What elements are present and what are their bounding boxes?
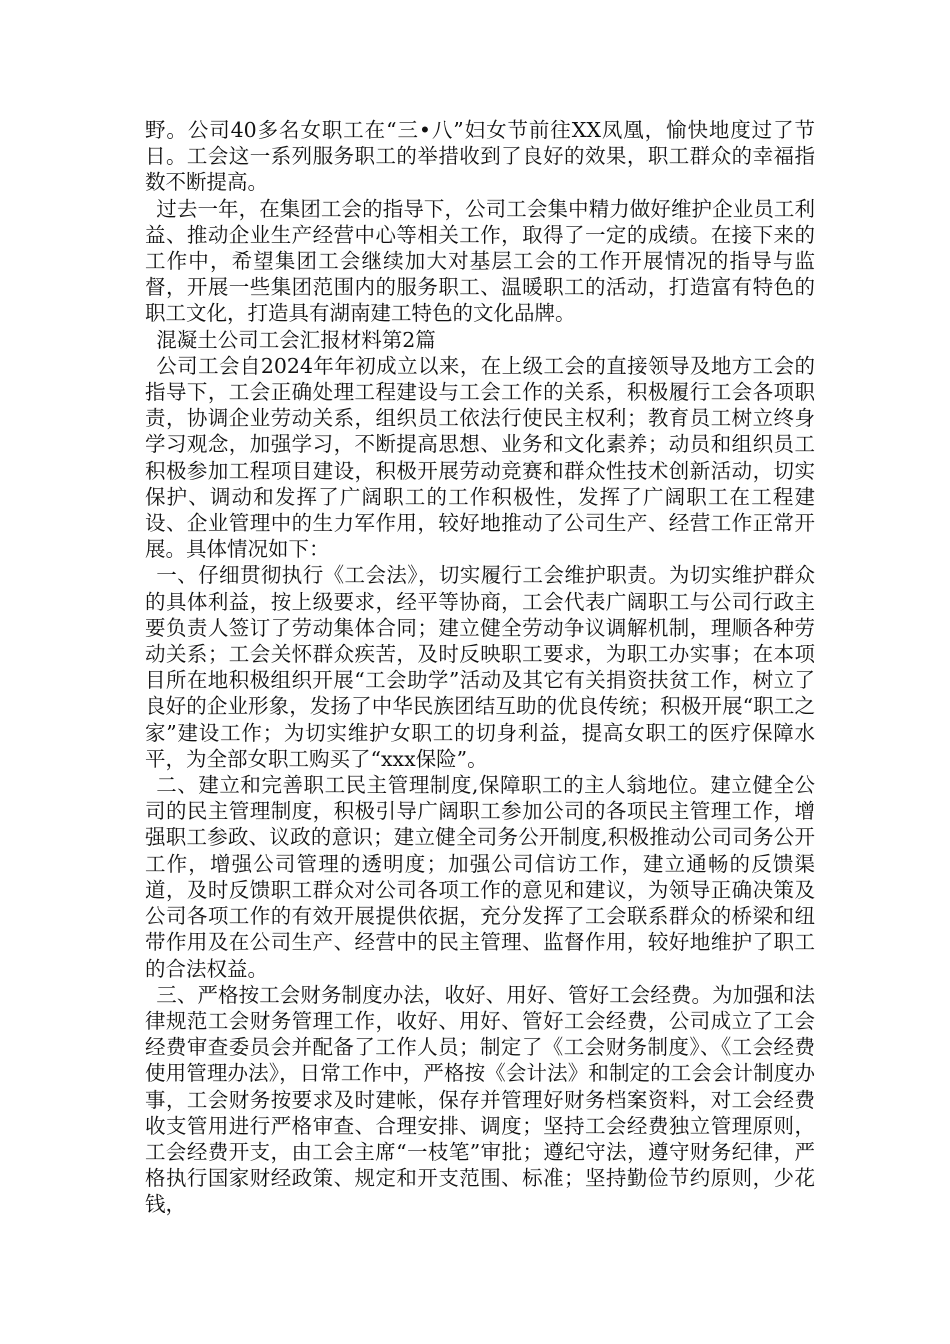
paragraph: 野。公司40多名女职工在“三•八”妇女节前往XX凤凰，愉快地度过了节日。工会这一系列服务职工的举措收到了良好的效果，职工群众的幸福指数不断提高。 bbox=[145, 118, 815, 195]
paragraph: 过去一年，在集团工会的指导下，公司工会集中精力做好维护企业员工利益、推动企业生产经营中心等相关工作，取得了一定的成绩。在接下来的工作中，希望集团工会继续加大对基层工会的工作开展情况的指导与监督，开展一些集团范围内的服务职工、温暖职工的活动，打造富有特色的职工文化，打造具有湖南建工特色的文化品牌。 bbox=[145, 196, 815, 326]
paragraph: 三、严格按工会财务制度办法，收好、用好、管好工会经费。为加强和法律规范工会财务管理工作，收好、用好、管好工会经费，公司成立了工会经费审查委员会并配备了工作人员；制定了《工会财务制度》、《工会经费使用管理办法》，日常工作中，严格按《会计法》和制定的工会会计制度办事，工会财务按要求及时建帐，保存并管理好财务档案资料，对工会经费收支管用进行严格审查、合理安排、调度；坚持工会经费独立管理原则，工会经费开支，由工会主席“一枝笔”审批；遵纪守法，遵守财务纪律，严格执行国家财经政策、规定和开支范围、标准；坚持勤俭节约原则，少花钱， bbox=[145, 982, 815, 1217]
paragraph: 二、建立和完善职工民主管理制度,保障职工的主人翁地位。建立健全公司的民主管理制度，积极引导广阔职工参加公司的各项民主管理工作，增强职工参政、议政的意识；建立健全司务公开制度,积极推动公司司务公开工作，增强公司管理的透明度；加强公司信访工作，建立通畅的反馈渠道，及时反馈职工群众对公司各项工作的意见和建议，为领导正确决策及公司各项工作的有效开展提供依据，充分发挥了工会联系群众的桥梁和纽带作用及在公司生产、经营中的民主管理、监督作用，较好地维护了职工的合法权益。 bbox=[145, 773, 815, 981]
paragraph: 一、仔细贯彻执行《工会法》，切实履行工会维护职责。为切实维护群众的具体利益，按上级要求，经平等协商，工会代表广阔职工与公司行政主要负责人签订了劳动集体合同；建立健全劳动争议调解机制，理顺各种劳动关系；工会关怀群众疾苦，及时反映职工要求，为职工办实事；在本项目所在地积极组织开展“工会助学”活动及其它有关捐资扶贫工作，树立了良好的企业形象，发扬了中华民族团结互助的优良传统；积极开展“职工之家”建设工作；为切实维护女职工的切身利益，提高女职工的医疗保障水平，为全部女职工购买了“xxx保险”。 bbox=[145, 563, 815, 771]
document-body bbox=[145, 117, 815, 1218]
section-heading: 混凝土公司工会汇报材料第2篇 bbox=[156, 327, 436, 352]
paragraph: 公司工会自2024年年初成立以来，在上级工会的直接领导及地方工会的指导下，工会正确处理工程建设与工会工作的关系，积极履行工会各项职责，协调企业劳动关系，组织员工依法行使民主权利；教育员工树立终身学习观念，加强学习，不断提高思想、业务和文化素养；动员和组织员工积极参加工程项目建设，积极开展劳动竞赛和群众性技术创新活动，切实保护、调动和发挥了广阔职工的工作积极性，发挥了广阔职工在工程建设、企业管理中的生力军作用，较好地推动了公司生产、经营工作正常开展。具体情况如下： bbox=[145, 353, 815, 562]
